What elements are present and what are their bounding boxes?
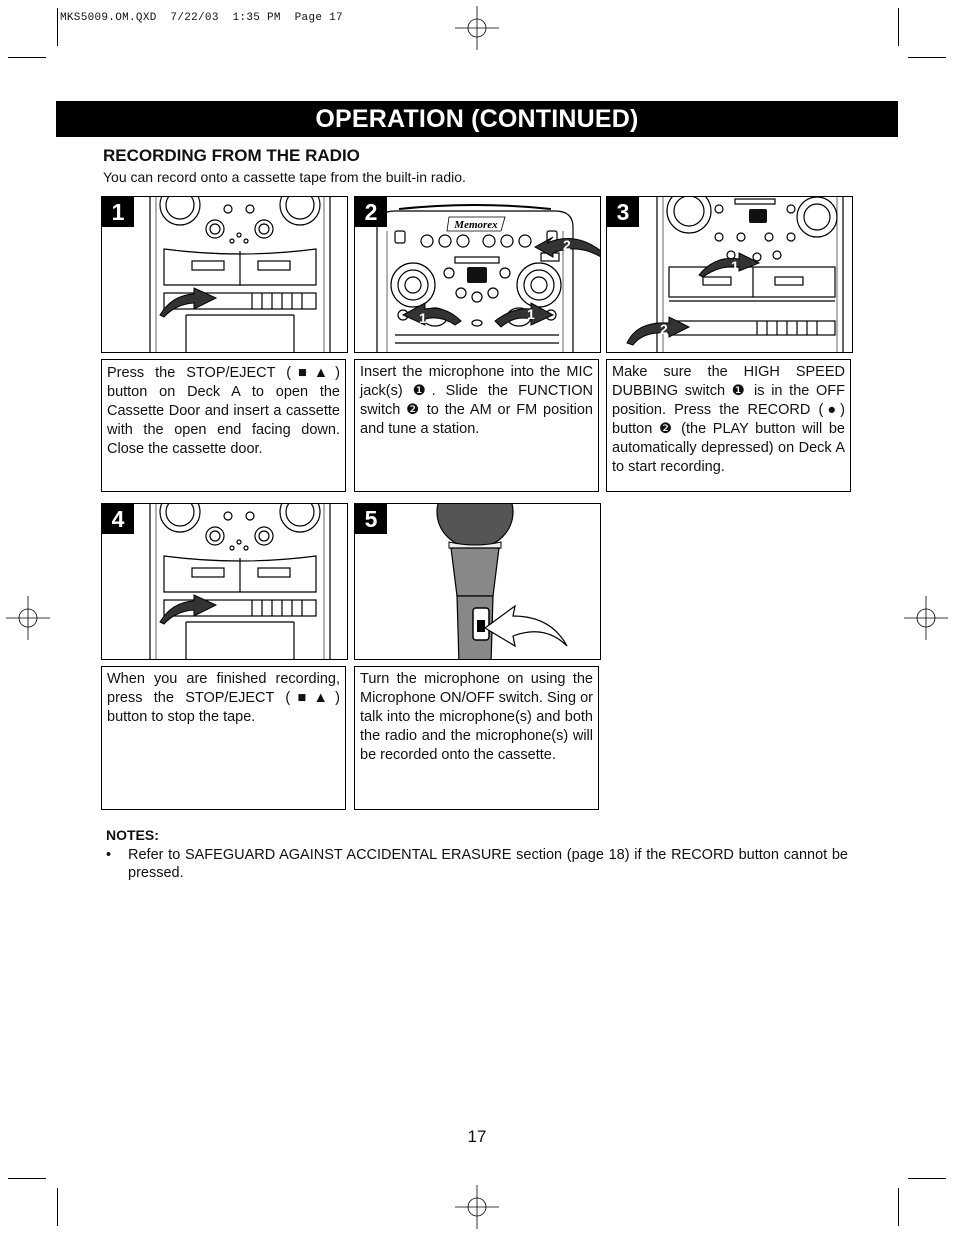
- step-1-text: Press the STOP/EJECT (■▲) button on Deck A to open the Cassette Door and insert a cassette with the open end facing down. Close the cassette door.: [101, 359, 346, 492]
- section-title: RECORDING FROM THE RADIO: [103, 146, 360, 165]
- stereo-deck-illustration: [102, 197, 347, 352]
- crop-mark: [908, 57, 946, 58]
- crop-mark: [57, 1188, 58, 1226]
- registration-mark: [455, 6, 499, 50]
- crop-mark: [898, 8, 899, 46]
- step-4-number: 4: [102, 504, 134, 534]
- print-slug: MKS5009.OM.QXD 7/22/03 1:35 PM Page 17: [60, 12, 343, 24]
- step-2-text: Insert the microphone into the MIC jack(s) ❶. Slide the FUNCTION switch ❷ to the AM or FM position and tune a station.: [354, 359, 599, 492]
- crop-mark: [8, 1178, 46, 1179]
- stereo-deck-illustration: [102, 504, 347, 659]
- registration-mark: [904, 596, 948, 640]
- step-4-text: When you are finished recording, press the STOP/EJECT (■▲) button to stop the tape.: [101, 666, 346, 810]
- step-3-number: 3: [607, 197, 639, 227]
- crop-mark: [898, 1188, 899, 1226]
- crop-mark: [908, 1178, 946, 1179]
- crop-mark: [57, 8, 58, 46]
- callout-1-label: 1: [731, 258, 739, 274]
- step-5-number: 5: [355, 504, 387, 534]
- callout-2-label: 2: [660, 321, 668, 337]
- step-5-text: Turn the microphone on using the Microphone ON/OFF switch. Sing or talk into the microphone(s) and both the radio and the microphone(s) will be recorded onto the cassette.: [354, 666, 599, 810]
- page-title: OPERATION (CONTINUED): [56, 101, 898, 137]
- stereo-front-illustration: [355, 197, 600, 352]
- callout-1-label: 1: [419, 310, 427, 326]
- notes-list: [106, 846, 848, 882]
- step-3-text: Make sure the HIGH SPEED DUBBING switch ❶ is in the OFF position. Press the RECORD (●) button ❷ (the PLAY button will be automatically depressed) on Deck A to start recording.: [606, 359, 851, 492]
- step-2-number: 2: [355, 197, 387, 227]
- step-1-figure: [101, 196, 348, 353]
- note-item: • Refer to SAFEGUARD AGAINST ACCIDENTAL ERASURE section (page 18) if the RECORD button cannot be pressed.: [106, 846, 848, 882]
- step-5-figure: [354, 503, 601, 660]
- crop-mark: [8, 57, 46, 58]
- stereo-deck-illustration: [607, 197, 852, 352]
- registration-mark: [455, 1185, 499, 1229]
- callout-2-label: 2: [563, 237, 571, 253]
- page-number: 17: [467, 1127, 487, 1146]
- step-4-figure: [101, 503, 348, 660]
- notes-title: NOTES:: [106, 827, 159, 843]
- brand-logo: Memorex: [454, 219, 498, 231]
- section-intro: You can record onto a cassette tape from the built-in radio.: [103, 169, 466, 185]
- step-2-figure: [354, 196, 601, 353]
- microphone-illustration: [355, 504, 600, 659]
- callout-1-label: 1: [527, 306, 535, 322]
- step-3-figure: [606, 196, 853, 353]
- step-1-number: 1: [102, 197, 134, 227]
- registration-mark: [6, 596, 50, 640]
